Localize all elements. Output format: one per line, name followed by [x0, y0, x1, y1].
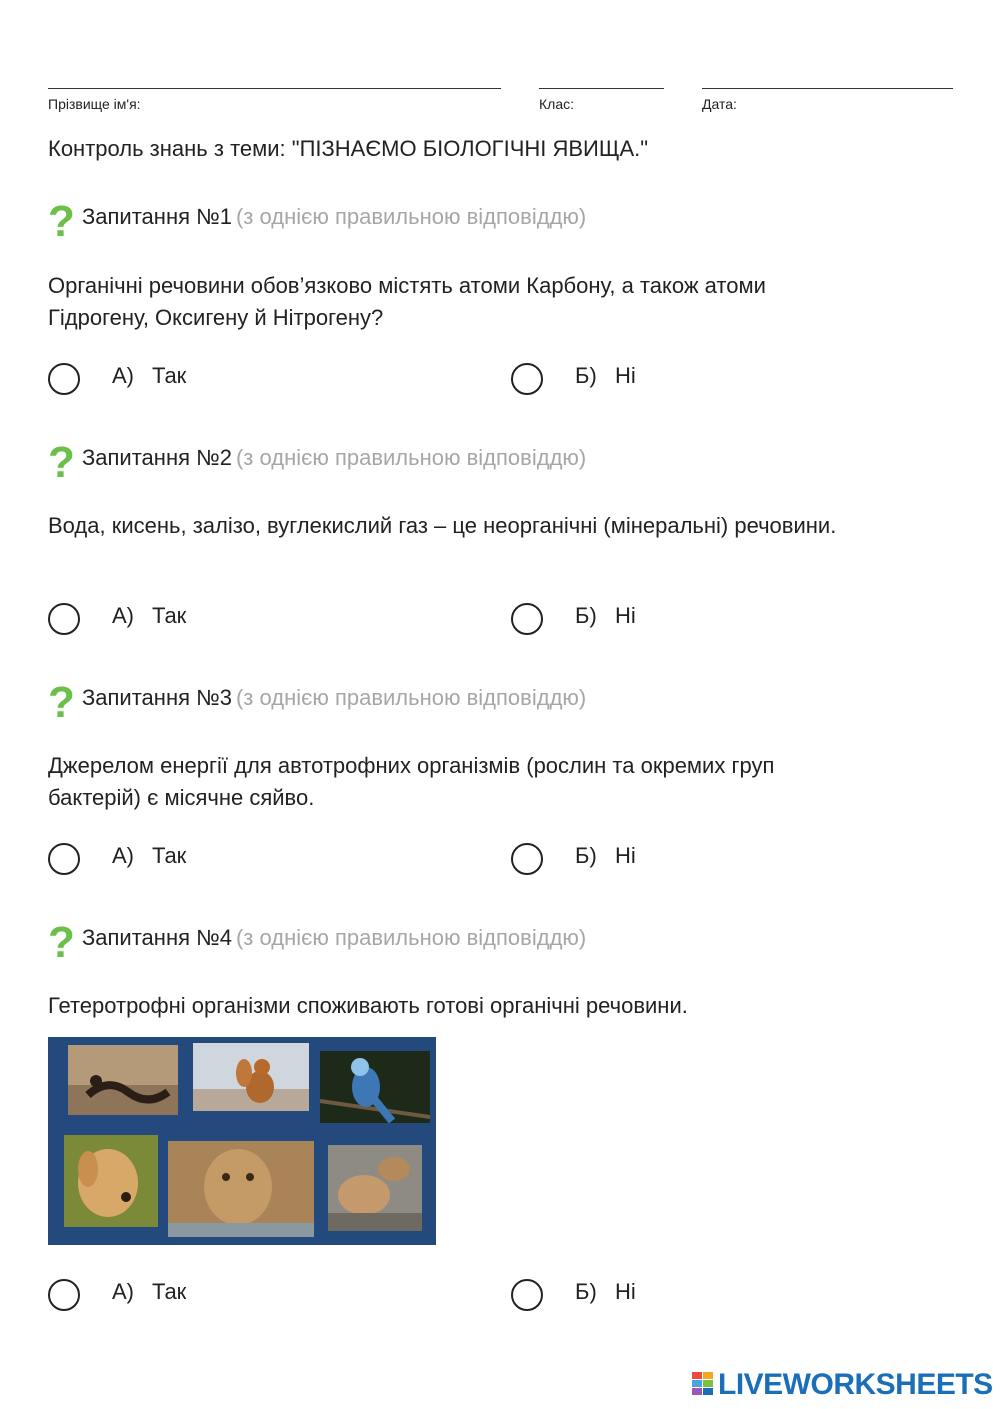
question-1-text: Органічні речовини обов’язково містять атоми Карбону, а також атоми Гідрогену, Оксигену й Нітрогену? [48, 273, 766, 330]
date-label: Дата: [702, 96, 737, 112]
radio-button[interactable] [511, 363, 543, 395]
dog-photo [64, 1135, 158, 1227]
question-mark-icon: ? [48, 197, 75, 246]
animals-photo-collage [48, 1037, 436, 1245]
question-2-title: Запитання №2 [82, 445, 232, 470]
squirrel-photo [193, 1043, 309, 1111]
stray-dogs-photo [328, 1145, 422, 1231]
animals-collage-drawing [48, 1037, 436, 1245]
question-3-title: Запитання №3 [82, 685, 232, 710]
parrot-photo [320, 1051, 430, 1123]
radio-button[interactable] [511, 843, 543, 875]
radio-button[interactable] [48, 1279, 80, 1311]
radio-button[interactable] [48, 843, 80, 875]
question-mark-icon: ? [48, 918, 75, 967]
question-3-text: Джерелом енергії для автотрофних організмів (рослин та окремих груп бактерій) є місячне сяйво. [48, 753, 775, 810]
question-1-title: Запитання №1 [82, 204, 232, 229]
question-4-text: Гетеротрофні організми споживають готові органічні речовини. [48, 993, 688, 1018]
question-4-hint: (з однією правильною відповіддю) [235, 925, 587, 950]
question-mark-icon: ? [48, 678, 75, 727]
radio-button[interactable] [511, 1279, 543, 1311]
question-3-hint: (з однією правильною відповіддю) [235, 685, 587, 710]
radio-button[interactable] [511, 603, 543, 635]
radio-button[interactable] [48, 603, 80, 635]
question-1-hint: (з однією правильною відповіддю) [235, 204, 587, 229]
question-4-title: Запитання №4 [82, 925, 232, 950]
radio-button[interactable] [48, 363, 80, 395]
logo-blocks-icon [692, 1372, 714, 1396]
class-field-line[interactable] [539, 88, 664, 89]
date-field-line[interactable] [702, 88, 953, 89]
snake-photo [68, 1045, 178, 1115]
class-label: Клас: [539, 96, 574, 112]
worksheet-title: Контроль знань з теми: "ПІЗНАЄМО БІОЛОГІЧНІ ЯВИЩА." [48, 136, 649, 161]
lioness-photo [168, 1141, 314, 1237]
name-field-line[interactable] [48, 88, 501, 89]
question-2-text: Вода, кисень, залізо, вуглекислий газ – це неорганічні (мінеральні) речовини. [48, 513, 837, 538]
name-label: Прізвище ім'я: [48, 96, 141, 112]
question-2-hint: (з однією правильною відповіддю) [235, 445, 587, 470]
logo-text: LIVEWORKSHEETS [718, 1368, 993, 1401]
question-mark-icon: ? [48, 438, 75, 487]
liveworksheets-logo [692, 1368, 993, 1402]
